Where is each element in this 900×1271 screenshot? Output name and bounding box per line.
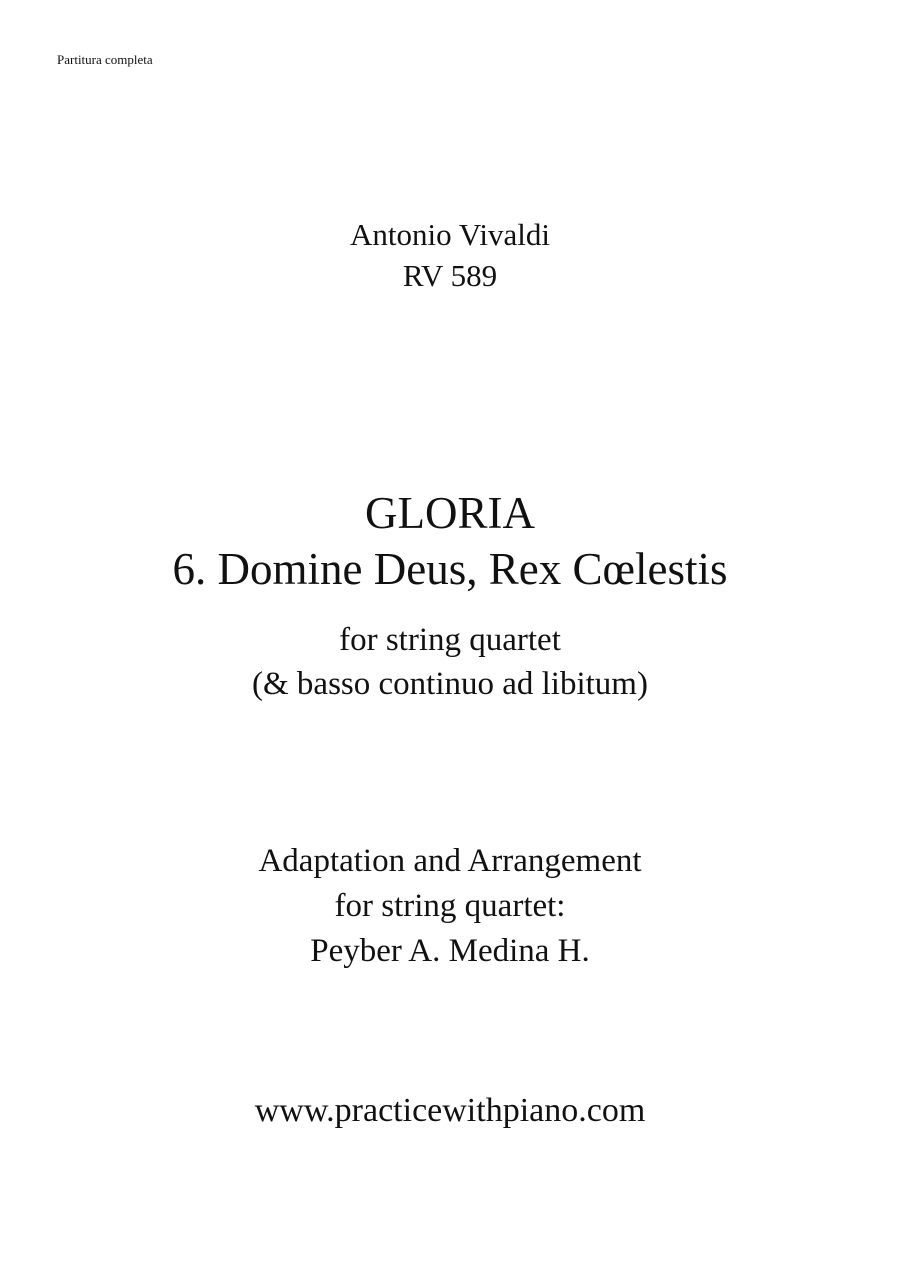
website-url: www.practicewithpiano.com [254,1092,646,1129]
ensemble-line: for string quartet [339,622,561,658]
movement-title: 6. Domine Deus, Rex Cœlestis [172,544,728,594]
arranger-name: Peyber A. Medina H. [310,933,590,969]
credit-role-line-1: Adaptation and Arrangement [258,843,642,879]
credit-role-line-2: for string quartet: [334,888,566,924]
continuo-line: (& basso continuo ad libitum) [252,666,648,702]
credits-block [0,839,900,974]
work-title: GLORIA [365,488,535,538]
composer-name: Antonio Vivaldi [350,217,550,252]
composer-block [0,214,900,296]
website-block [0,1089,900,1133]
edition-label: Partitura completa [57,52,153,67]
catalogue-number: RV 589 [402,258,498,293]
instrumentation-block [0,618,900,706]
title-block [0,485,900,597]
